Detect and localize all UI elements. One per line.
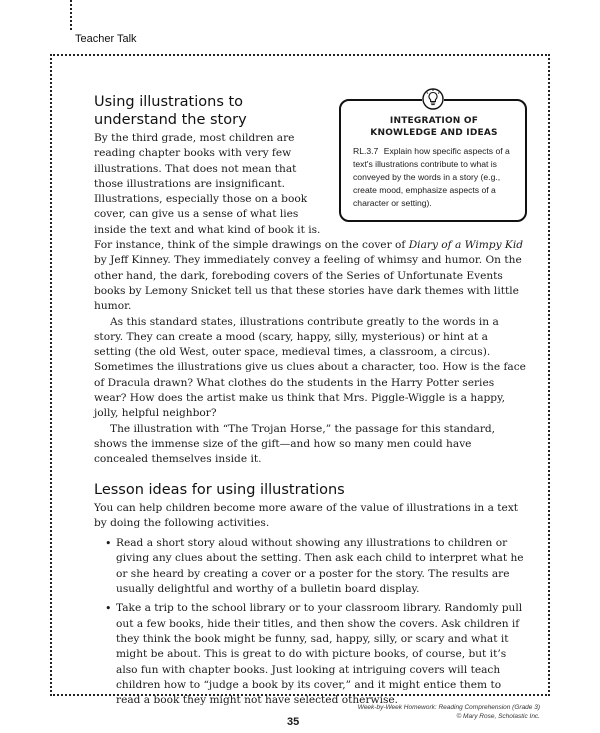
callout-title — [353, 115, 515, 139]
margin-dotted-line — [70, 0, 72, 30]
footer-credit-line1: Week-by-Week Homework: Reading Comprehension (Grade 3) — [357, 704, 540, 711]
page-number: 35 — [287, 716, 300, 728]
list-item: • Read a short story aloud without showing any illustrations to children or giving any clues about the setting. Then ask each child to interpret what he or she heard by creating a cover or a poster for the story. The results are usually delightful and worthy of a bulletin board display. — [116, 536, 527, 597]
list-item: • Take a trip to the school library or to your classroom library. Randomly pull out a few books, hide their titles, and then show the covers. Ask children if they think the book might be funny, sad, happy, silly, or scary and what it might be about. This is great to do with picture books, of course, but it’s also fun with chapter books. Just looking at intriguing covers will teach children how to “judge a book by its cover,” and it might entice them to read a book they might not have selected otherwise. — [116, 601, 527, 708]
paragraph-intro-text-b: by Jeff Kinney. They immediately convey a feeling of whimsy and humor. On the other hand, the dark, foreboding covers of the Series of Unfortunate Events books by Lemony Snicket tell us that these stories have dark themes with little humor. — [94, 254, 522, 313]
book-title-wimpy-kid: Diary of a Wimpy Kid — [408, 239, 524, 252]
heading-line1: Using illustrations to — [94, 94, 244, 110]
paragraph-standard: As this standard states, illustrations contribute greatly to the words in a story. They can create a mood (scary, happy, silly, mysterious) or hint at a setting (the old West, outer space, medieval times, a classroom, a circus). Sometimes the illustrations give us clues about a character, too. How is the face of Dracula drawn? What clothes do the students in the Harry Potter series wear? How does the artist make us think that Mrs. Piggle-Wiggle is a happy, jolly, helpful neighbor? — [94, 315, 526, 420]
section-heading-lesson-ideas: Lesson ideas for using illustrations — [94, 481, 345, 498]
lightbulb-icon — [422, 88, 444, 110]
footer-credit-line2: © Mary Rose, Scholastic Inc. — [456, 713, 540, 720]
callout-title-line2: KNOWLEDGE AND IDEAS — [370, 128, 498, 138]
main-content — [94, 93, 527, 712]
standard-code: RL.3.7 — [353, 146, 379, 156]
header-label: Teacher Talk — [75, 33, 137, 45]
footer-credit — [358, 703, 540, 721]
paragraph-lesson-intro: You can help children become more aware of the value of illustrations in a text by doing the following activities. — [94, 501, 519, 529]
paragraph-trojan-horse: The illustration with “The Trojan Horse,” the passage for this standard, shows the immense size of the gift—and how so many men could have concealed themselves inside it. — [94, 422, 496, 466]
heading-line2: understand the story — [94, 112, 247, 128]
standard-text: Explain how specific aspects of a text's illustrations contribute to what is conveyed by the words in a story (e.g., create mood, emphasize aspects of a character or setting). — [353, 146, 510, 208]
callout-title-line1: INTEGRATION OF — [389, 116, 479, 126]
paragraph-intro-text-a: By the third grade, most children are reading chapter books with very few illustrations. That does not mean that those illustrations are insignificant. Illustrations, especially those on a book cover, can give us a sense of what lies inside the text and what kind of book it is. For instance, think of the simple drawings on the cover of — [94, 132, 409, 252]
lesson-ideas-list — [94, 536, 527, 708]
standard-description — [353, 145, 515, 210]
standards-callout-box — [339, 99, 527, 222]
